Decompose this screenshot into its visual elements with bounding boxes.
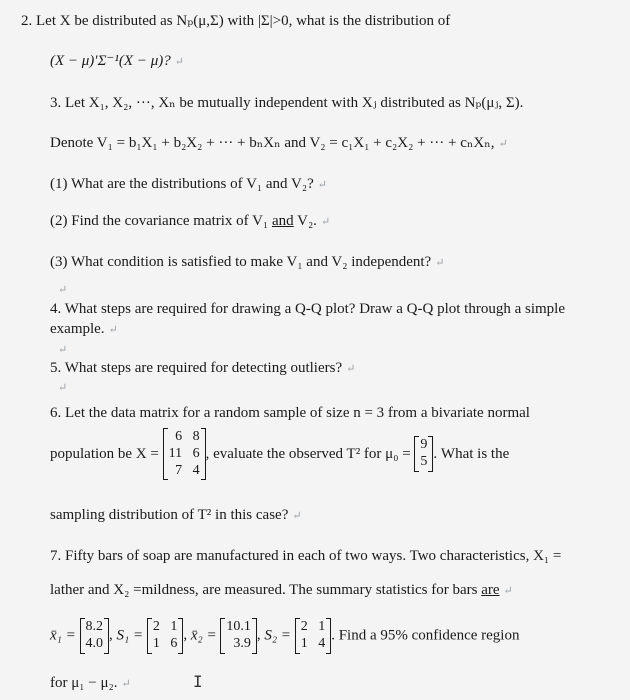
underlined-and: and	[271, 213, 294, 229]
return-mark-icon: ↵	[58, 344, 68, 356]
return-mark-icon: ↵	[317, 179, 327, 191]
return-mark-icon: ↵	[503, 585, 513, 597]
q7-summary-stats: x̄₁ = 8.2 4.0 , S₁ = 2 1 1 6 , x̄₂ = 10.1 3.9 , S₂ = 2 1 1 4 . Find a 95% confidence region	[50, 618, 519, 654]
q6-line1: 6. Let the data matrix for a random sample of size n = 3 from a bivariate normal	[50, 405, 530, 421]
q2-line2: (X − μ)′Σ⁻¹(X − μ)? ↵	[50, 53, 184, 69]
data-matrix-x: 6 8 11 6 7 4	[163, 428, 206, 480]
return-mark-icon: ↵	[58, 284, 68, 296]
xbar1-vector: 8.2 4.0	[80, 618, 110, 654]
return-mark-icon: ↵	[108, 324, 118, 336]
s1-matrix: 2 1 1 6	[147, 618, 184, 654]
q6-line2: population be X = 6 8 11 6 7 4 , evaluate the observed T² for μ₀ = 9 5 . What is the	[50, 428, 509, 480]
xbar2-vector: 10.1 3.9	[220, 618, 257, 654]
q3-denote: Denote V₁ = b₁X₁ + b₂X₂ + ··· + bₙXₙ and V₂ = c₁X₁ + c₂X₂ + ··· + cₙXₙ, ↵	[50, 135, 508, 151]
underlined-are: are	[481, 582, 500, 598]
return-mark-icon: ↵	[292, 510, 302, 522]
q4-line1: 4. What steps are required for drawing a Q-Q plot? Draw a Q-Q plot through a simple	[50, 301, 565, 317]
q7-line2: lather and X₂ =mildness, are measured. The summary statistics for bars are ↵	[50, 582, 513, 598]
blank-line	[54, 280, 67, 299]
blank-line	[54, 378, 67, 397]
return-mark-icon: ↵	[174, 56, 184, 68]
q7-line1: 7. Fifty bars of soap are manufactured in each of two ways. Two characteristics, X₁ =	[50, 548, 562, 564]
return-mark-icon: ↵	[320, 216, 331, 228]
return-mark-icon: ↵	[58, 382, 68, 394]
text-cursor-icon: I	[193, 672, 203, 691]
q3-part3: (3) What condition is satisfied to make V₁ and V₂ independent? ↵	[50, 254, 445, 270]
q2-line1: 2. Let X be distributed as Nₚ(μ,Σ) with |Σ|>0, what is the distribution of	[21, 13, 451, 29]
s2-matrix: 2 1 1 4	[295, 618, 332, 654]
return-mark-icon: ↵	[346, 363, 356, 375]
q4-line2: example. ↵	[50, 321, 118, 337]
return-mark-icon: ↵	[498, 138, 508, 150]
q3-intro: 3. Let X₁, X₂, ···, Xₙ be mutually independent with Xⱼ distributed as Nₚ(μⱼ, Σ).	[50, 95, 524, 111]
q7-for-line: for μ₁ − μ₂. ↵	[50, 675, 131, 691]
q3-part2: (2) Find the covariance matrix of V₁ and V₂. ↵	[50, 213, 331, 229]
q5-line1: 5. What steps are required for detecting outliers? ↵	[50, 360, 356, 376]
return-mark-icon: ↵	[121, 678, 131, 690]
mu0-vector: 9 5	[414, 436, 433, 472]
return-mark-icon: ↵	[435, 257, 445, 269]
q3-part1: (1) What are the distributions of V₁ and V₂? ↵	[50, 176, 327, 192]
q6-sampling: sampling distribution of T² in this case? ↵	[50, 507, 302, 523]
blank-line	[54, 340, 67, 359]
